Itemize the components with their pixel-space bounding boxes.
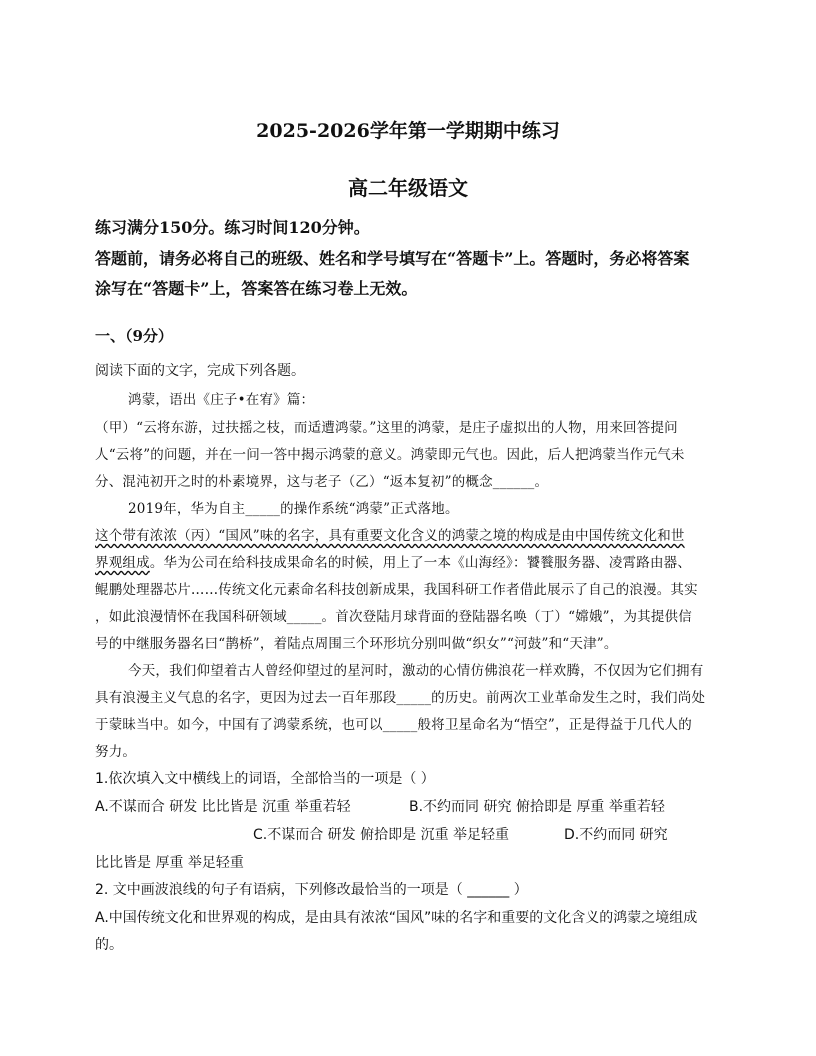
question-2-option-a-line-2: 的。 (95, 937, 123, 953)
instruction-line-3: 涂写在“答题卡”上，答案答在练习卷上无效。 (95, 279, 418, 298)
wavy-sentence-end: 界观组成 (95, 555, 150, 571)
question-2-option-a-line-1: A.中国传统文化和世界观的构成，是由具有浓浓“国风”味的名字和重要的文化含义的鸿蒙之境组成 (95, 910, 698, 926)
exam-subtitle: 高二年级语文 (348, 176, 468, 200)
question-1-option-b: B.不约而同 研究 俯拾即是 厚重 举重若轻 (409, 799, 665, 815)
question-1-option-a: A.不谋而合 研发 比比皆是 沉重 举重若轻 (95, 799, 351, 815)
instruction-line-1: 练习满分150分。练习时间120分钟。 (95, 218, 370, 237)
passage-paragraph-5-line-2: 具有浪漫主义气息的名字，更因为过去一百年那段_____的历史。前两次工业革命发生之时，我们尚处 (95, 690, 706, 706)
question-1-option-d: D.不约而同 研究 (564, 827, 668, 843)
passage-paragraph-1: 鸿蒙，语出《庄子•在宥》篇： (128, 392, 315, 408)
section-heading: 一、（9分） (95, 327, 173, 345)
passage-paragraph-5-line-1: 今天，我们仰望着古人曾经仰望过的星河时，激动的心情仿佛浪花一样欢腾，不仅因为它们拥有 (128, 663, 704, 679)
exam-title: 2025-2026学年第一学期期中练习 (256, 120, 560, 142)
question-2: 2. 文中画波浪线的句子有语病，下列修改最恰当的一项是（ ______ ） (95, 882, 528, 898)
passage-paragraph-2-line-3: 分、混沌初开之时的朴素境界，这与老子（乙）“返本复初”的概念______。 (95, 474, 549, 490)
section-prompt: 阅读下面的文字，完成下列各题。 (95, 363, 305, 379)
question-1-option-d-continued: 比比皆是 厚重 举足轻重 (95, 855, 244, 871)
passage-paragraph-4-line-4: ，如此浪漫情怀在我国科研领域_____。首次登陆月球背面的登陆器名唤（丁）“嫦娥”，为其提供信 (95, 609, 692, 625)
passage-paragraph-4-line-5: 号的中继服务器名曰“鹊桥”，着陆点周围三个环形坑分别叫做“织女”“河鼓”和“天津”。 (95, 636, 618, 652)
passage-paragraph-2-line-1: （甲）“云将东游，过扶摇之枝，而适遭鸿蒙。”这里的鸿蒙，是庄子虚拟出的人物，用来回答提问 (95, 420, 678, 436)
passage-paragraph-2-line-2: 人“云将”的问题，并在一问一答中揭示鸿蒙的意义。鸿蒙即元气也。因此，后人把鸿蒙当作元气未 (95, 447, 685, 463)
wavy-sentence-line-1: 这个带有浓浓（丙）“国风”味的名字，具有重要文化含义的鸿蒙之境的构成是由中国传统文化和世 (95, 528, 685, 544)
question-1: 1.依次填入文中横线上的词语，全部恰当的一项是（ ） (95, 771, 435, 787)
question-1-option-c: C.不谋而合 研发 俯拾即是 沉重 举足轻重 (253, 827, 510, 843)
passage-paragraph-4-line-3: 鲲鹏处理器芯片……传统文化元素命名科技创新成果，我国科研工作者借此展示了自己的浪漫。其实 (95, 582, 698, 598)
passage-paragraph-4-line-2 (95, 551, 691, 571)
passage-paragraph-5-line-4: 努力。 (95, 744, 137, 760)
passage-text: 。华为公司在给科技成果命名的时候，用上了一本《山海经》：饕餮服务器、凌霄路由器、 (149, 555, 692, 571)
passage-paragraph-5-line-3: 于蒙昧当中。如今，中国有了鸿蒙系统，也可以_____般将卫星命名为“悟空”，正是得益于几代人的 (95, 717, 692, 733)
instruction-line-2: 答题前，请务必将自己的班级、姓名和学号填写在“答题卡”上。答题时，务必将答案 (95, 249, 690, 268)
passage-paragraph-3: 2019年，华为自主_____的操作系统“鸿蒙”正式落地。 (128, 501, 459, 517)
